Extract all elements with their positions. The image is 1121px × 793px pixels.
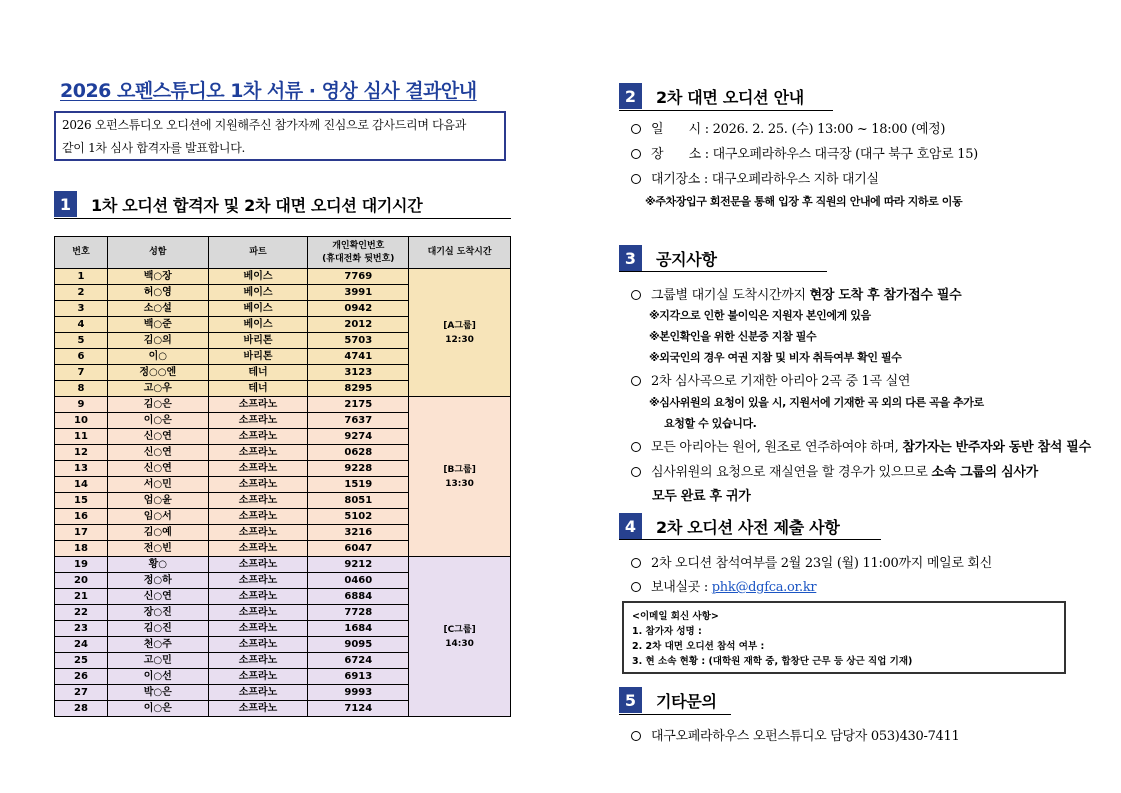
cell-no: 22 xyxy=(55,605,108,621)
header-id xyxy=(308,237,409,269)
group-time: 12:30 xyxy=(445,334,474,345)
section2-date: 일 시 : 2026. 2. 25. (수) 13:00 ~ 18:00 (예정) xyxy=(631,118,945,137)
cell-part: 테너 xyxy=(208,381,308,397)
intro-line-2: 같이 1차 심사 합격자를 발표합니다. xyxy=(62,141,245,155)
cell-id: 2012 xyxy=(308,317,409,333)
cell-id: 9095 xyxy=(308,637,409,653)
cell-no: 8 xyxy=(55,381,108,397)
cell-group-time xyxy=(409,397,511,557)
cell-no: 14 xyxy=(55,477,108,493)
cell-id: 1684 xyxy=(308,621,409,637)
email-box-line3: 3. 현 소속 현황 : (대학원 재학 중, 합창단 근무 등 상근 직업 기재) xyxy=(632,656,913,667)
cell-id: 8051 xyxy=(308,493,409,509)
cell-name: 신○연 xyxy=(107,429,208,445)
section5-title: 기타문의 xyxy=(656,691,717,711)
cell-id: 3991 xyxy=(308,285,409,301)
cell-name: 장○진 xyxy=(107,605,208,621)
cell-id: 7769 xyxy=(308,269,409,285)
intro-box xyxy=(54,111,506,161)
cell-id: 6047 xyxy=(308,541,409,557)
cell-name: 서○민 xyxy=(107,477,208,493)
cell-name: 허○영 xyxy=(107,285,208,301)
cell-name: 이○은 xyxy=(107,413,208,429)
cell-name: 고○민 xyxy=(107,653,208,669)
cell-id: 7124 xyxy=(308,701,409,717)
bullet-circle-icon xyxy=(631,290,641,300)
cell-no: 26 xyxy=(55,669,108,685)
cell-part: 바리톤 xyxy=(208,349,308,365)
section4-item1: 2차 오디션 참석여부를 2월 23일 (월) 11:00까지 메일로 회신 xyxy=(631,552,992,571)
header-no: 번호 xyxy=(55,237,108,269)
section4-item2: 보내실곳 : phk@dgfca.or.kr xyxy=(631,576,816,595)
cell-part: 소프라노 xyxy=(208,429,308,445)
cell-no: 6 xyxy=(55,349,108,365)
cell-name: 전○빈 xyxy=(107,541,208,557)
cell-part: 소프라노 xyxy=(208,637,308,653)
cell-no: 28 xyxy=(55,701,108,717)
cell-no: 17 xyxy=(55,525,108,541)
section2-title: 2차 대면 오디션 안내 xyxy=(656,87,804,107)
cell-name: 신○연 xyxy=(107,589,208,605)
cell-no: 1 xyxy=(55,269,108,285)
cell-part: 베이스 xyxy=(208,317,308,333)
cell-id: 5102 xyxy=(308,509,409,525)
section2-heading xyxy=(619,82,804,110)
cell-id: 6913 xyxy=(308,669,409,685)
section3-note1: ※지각으로 인한 불이익은 지원자 본인에게 있음 xyxy=(649,309,871,322)
cell-no: 21 xyxy=(55,589,108,605)
email-box-line2: 2. 2차 대면 오디션 참석 여부 : xyxy=(632,641,765,652)
cell-part: 소프라노 xyxy=(208,397,308,413)
section1-rule xyxy=(54,218,511,219)
cell-name: 임○서 xyxy=(107,509,208,525)
intro-line-1: 2026 오펀스튜디오 오디션에 지원해주신 참가자께 진심으로 감사드리며 다음과 xyxy=(62,118,466,132)
cell-no: 2 xyxy=(55,285,108,301)
cell-id: 6724 xyxy=(308,653,409,669)
bullet-circle-icon xyxy=(631,376,641,386)
cell-part: 소프라노 xyxy=(208,621,308,637)
table-row xyxy=(55,557,511,573)
bullet-circle-icon xyxy=(631,558,641,568)
bullet-circle-icon xyxy=(631,467,641,477)
section5-item1: 대구오페라하우스 오펀스튜디오 담당자 053)430-7411 xyxy=(631,725,959,744)
cell-name: 황○ xyxy=(107,557,208,573)
cell-part: 베이스 xyxy=(208,269,308,285)
bullet-circle-icon xyxy=(631,149,641,159)
table-header-row xyxy=(55,237,511,269)
cell-part: 소프라노 xyxy=(208,477,308,493)
cell-name: 이○은 xyxy=(107,701,208,717)
cell-no: 25 xyxy=(55,653,108,669)
cell-part: 소프라노 xyxy=(208,573,308,589)
cell-id: 7637 xyxy=(308,413,409,429)
cell-no: 23 xyxy=(55,621,108,637)
email-box-line1: 1. 참가자 성명 : xyxy=(632,626,702,637)
cell-id: 2175 xyxy=(308,397,409,413)
section3-item4-line2: 모두 완료 후 귀가 xyxy=(652,489,751,504)
section3-rule xyxy=(619,271,827,272)
cell-no: 10 xyxy=(55,413,108,429)
cell-no: 18 xyxy=(55,541,108,557)
section2-number: 2 xyxy=(619,83,642,109)
header-name: 성함 xyxy=(107,237,208,269)
cell-no: 5 xyxy=(55,333,108,349)
cell-part: 베이스 xyxy=(208,285,308,301)
cell-no: 20 xyxy=(55,573,108,589)
section3-heading xyxy=(619,244,717,272)
cell-part: 소프라노 xyxy=(208,541,308,557)
section3-number: 3 xyxy=(619,245,642,271)
cell-part: 소프라노 xyxy=(208,493,308,509)
cell-id: 9228 xyxy=(308,461,409,477)
cell-id: 0942 xyxy=(308,301,409,317)
section4-title: 2차 오디션 사전 제출 사항 xyxy=(656,517,840,537)
header-id-line2: (휴대전화 뒷번호) xyxy=(322,253,395,264)
bullet-circle-icon xyxy=(631,442,641,452)
section4-heading xyxy=(619,512,839,540)
cell-id: 3123 xyxy=(308,365,409,381)
section3-note4-line1: ※심사위원의 요청이 있을 시, 지원서에 기재한 곡 외의 다른 곡을 추가로 xyxy=(649,396,984,409)
header-time: 대기실 도착시간 xyxy=(409,237,511,269)
cell-name: 신○연 xyxy=(107,445,208,461)
cell-part: 소프라노 xyxy=(208,669,308,685)
section3-note4-line2: 요청할 수 있습니다. xyxy=(664,417,757,430)
cell-name: 정○하 xyxy=(107,573,208,589)
cell-id: 6884 xyxy=(308,589,409,605)
cell-group-time xyxy=(409,557,511,717)
section2-place: 장 소 : 대구오페라하우스 대극장 (대구 북구 호암로 15) xyxy=(631,143,978,162)
section1-number: 1 xyxy=(54,191,77,217)
cell-no: 13 xyxy=(55,461,108,477)
group-time: 13:30 xyxy=(445,478,474,489)
email-link[interactable]: phk@dgfca.or.kr xyxy=(711,580,817,595)
cell-no: 11 xyxy=(55,429,108,445)
cell-no: 24 xyxy=(55,637,108,653)
cell-group-time xyxy=(409,269,511,397)
cell-name: 김○진 xyxy=(107,621,208,637)
cell-id: 1519 xyxy=(308,477,409,493)
cell-id: 3216 xyxy=(308,525,409,541)
group-label: [A그룹] xyxy=(443,320,476,331)
cell-id: 8295 xyxy=(308,381,409,397)
cell-part: 소프라노 xyxy=(208,461,308,477)
header-part: 파트 xyxy=(208,237,308,269)
cell-part: 소프라노 xyxy=(208,445,308,461)
cell-no: 16 xyxy=(55,509,108,525)
group-time: 14:30 xyxy=(445,638,474,649)
cell-name: 백○장 xyxy=(107,269,208,285)
cell-no: 4 xyxy=(55,317,108,333)
cell-no: 7 xyxy=(55,365,108,381)
cell-name: 박○은 xyxy=(107,685,208,701)
cell-name: 김○은 xyxy=(107,397,208,413)
cell-id: 5703 xyxy=(308,333,409,349)
cell-name: 이○선 xyxy=(107,669,208,685)
section1-heading xyxy=(54,190,422,218)
cell-no: 27 xyxy=(55,685,108,701)
cell-name: 김○예 xyxy=(107,525,208,541)
cell-id: 0628 xyxy=(308,445,409,461)
section3-item4: 심사위원의 요청으로 재실연을 할 경우가 있으므로 소속 그룹의 심사가 xyxy=(631,461,1038,480)
cell-id: 9212 xyxy=(308,557,409,573)
bullet-circle-icon xyxy=(631,731,641,741)
section2-waiting: 대기장소 : 대구오페라하우스 지하 대기실 xyxy=(631,168,879,187)
page-title: 2026 오펜스튜디오 1차 서류 · 영상 심사 결과안내 xyxy=(60,80,477,102)
section2-rule xyxy=(619,110,833,111)
cell-name: 천○주 xyxy=(107,637,208,653)
section1-title: 1차 오디션 합격자 및 2차 대면 오디션 대기시간 xyxy=(91,195,423,215)
section4-rule xyxy=(619,539,881,540)
cell-no: 3 xyxy=(55,301,108,317)
cell-id: 7728 xyxy=(308,605,409,621)
cell-id: 0460 xyxy=(308,573,409,589)
cell-name: 정○○엔 xyxy=(107,365,208,381)
cell-part: 소프라노 xyxy=(208,413,308,429)
cell-no: 12 xyxy=(55,445,108,461)
cell-id: 9274 xyxy=(308,429,409,445)
section3-title: 공지사항 xyxy=(656,249,717,269)
result-table xyxy=(54,236,511,717)
section5-number: 5 xyxy=(619,687,642,713)
cell-id: 4741 xyxy=(308,349,409,365)
cell-part: 소프라노 xyxy=(208,557,308,573)
cell-no: 15 xyxy=(55,493,108,509)
group-label: [B그룹] xyxy=(443,464,476,475)
cell-part: 바리톤 xyxy=(208,333,308,349)
section3-note3: ※외국인의 경우 여권 지참 및 비자 취득여부 확인 필수 xyxy=(649,351,902,364)
table-row xyxy=(55,397,511,413)
cell-name: 엄○윤 xyxy=(107,493,208,509)
header-id-line1: 개인확인번호 xyxy=(332,240,385,251)
cell-part: 테너 xyxy=(208,365,308,381)
bullet-circle-icon xyxy=(631,174,641,184)
email-reply-box xyxy=(622,601,1066,674)
group-label: [C그룹] xyxy=(443,624,476,635)
table-row xyxy=(55,269,511,285)
cell-name: 이○ xyxy=(107,349,208,365)
section5-heading xyxy=(619,686,717,714)
cell-name: 소○설 xyxy=(107,301,208,317)
cell-part: 소프라노 xyxy=(208,605,308,621)
cell-id: 9993 xyxy=(308,685,409,701)
cell-part: 소프라노 xyxy=(208,653,308,669)
section2-note: ※주차장입구 회전문을 통해 입장 후 직원의 안내에 따라 지하로 이동 xyxy=(645,195,963,208)
cell-name: 백○준 xyxy=(107,317,208,333)
bullet-circle-icon xyxy=(631,582,641,592)
section5-rule xyxy=(619,714,731,715)
cell-part: 소프라노 xyxy=(208,701,308,717)
cell-no: 19 xyxy=(55,557,108,573)
section3-note2: ※본인확인을 위한 신분증 지참 필수 xyxy=(649,330,817,343)
section4-number: 4 xyxy=(619,513,642,539)
section3-item3: 모든 아리아는 원어, 원조로 연주하여야 하며, 참가자는 반주자와 동반 참석 필수 xyxy=(631,436,1091,455)
cell-part: 소프라노 xyxy=(208,509,308,525)
section3-item1: 그룹별 대기실 도착시간까지 현장 도착 후 참가접수 필수 xyxy=(631,284,961,303)
cell-name: 김○의 xyxy=(107,333,208,349)
section3-item2: 2차 심사곡으로 기재한 아리아 2곡 중 1곡 실연 xyxy=(631,370,910,389)
cell-part: 소프라노 xyxy=(208,525,308,541)
bullet-circle-icon xyxy=(631,124,641,134)
cell-no: 9 xyxy=(55,397,108,413)
cell-part: 베이스 xyxy=(208,301,308,317)
email-box-heading: <이메일 회신 사항> xyxy=(632,611,719,622)
cell-name: 신○연 xyxy=(107,461,208,477)
cell-part: 소프라노 xyxy=(208,685,308,701)
cell-name: 고○우 xyxy=(107,381,208,397)
cell-part: 소프라노 xyxy=(208,589,308,605)
